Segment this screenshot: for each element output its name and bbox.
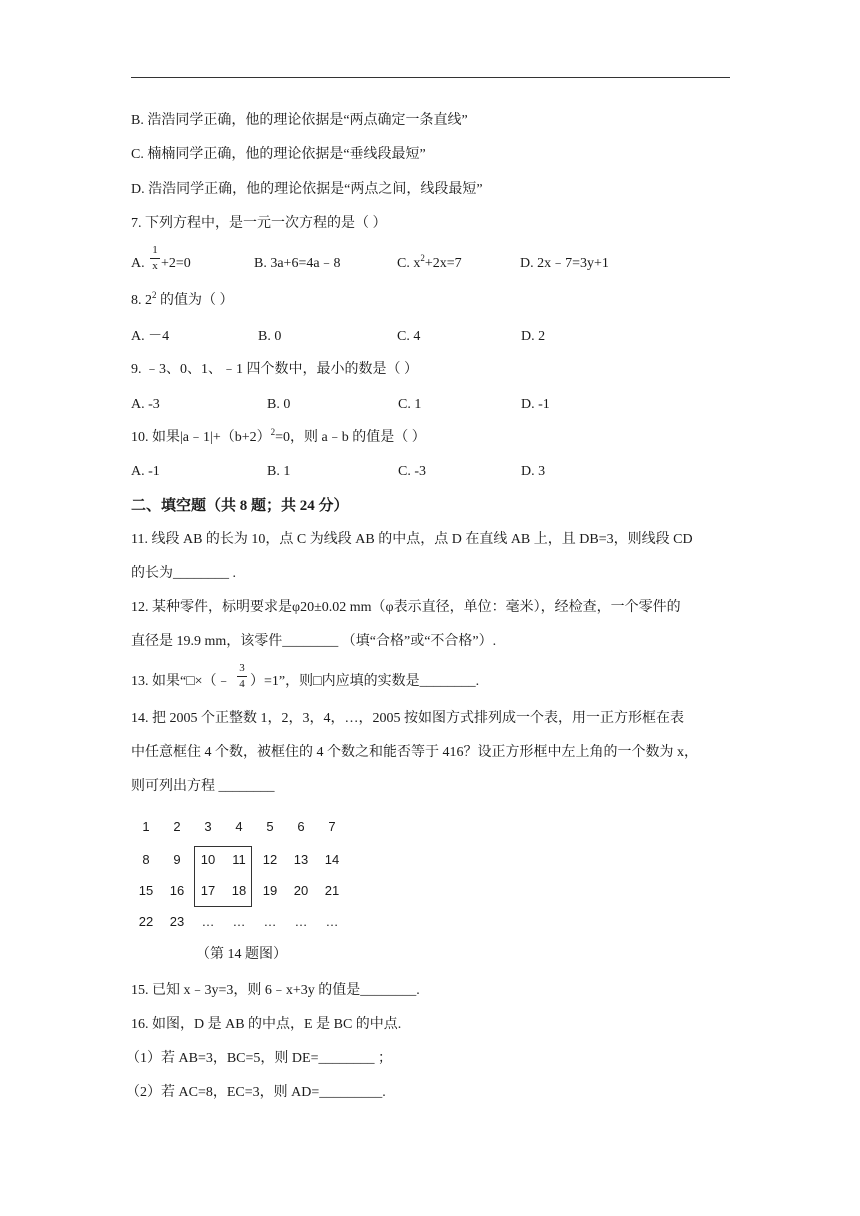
q10-stem-pre: 10. 如果|a﹣1|+（b+2） — [131, 430, 271, 445]
q16-part2: （2）若 AC=8，EC=3，则 AD=_________. — [126, 1085, 386, 1100]
table-cell: 4 — [235, 819, 243, 834]
q7-option-a-prefix: A. — [131, 256, 145, 271]
table-cell: 18 — [231, 883, 247, 898]
table-cell: 7 — [328, 819, 336, 834]
q14-figure-caption: （第 14 题图） — [196, 947, 287, 962]
table-cell: 22 — [138, 914, 154, 929]
table-cell: … — [201, 914, 215, 929]
q8-number: 8. — [131, 293, 142, 308]
q9-option-c: C. 1 — [398, 397, 422, 412]
q10-option-a: A. -1 — [131, 464, 160, 479]
q7-c-base: C. x — [397, 256, 421, 271]
table-cell: 12 — [262, 852, 278, 867]
table-cell: 10 — [200, 852, 216, 867]
table-cell: 23 — [169, 914, 185, 929]
q11-line1: 11. 线段 AB 的长为 10，点 C 为线段 AB 的中点，点 D 在直线 AB 上，且 DB=3，则线段 CD — [131, 532, 693, 547]
table-cell: 19 — [262, 883, 278, 898]
q13-fraction-numerator: 3 — [239, 662, 245, 674]
table-cell: 14 — [324, 852, 340, 867]
q9-option-d: D. -1 — [521, 397, 550, 412]
q9-option-a: A. -3 — [131, 397, 160, 412]
q13-fraction — [237, 662, 247, 691]
q6-option-b: B. 浩浩同学正确，他的理论依据是“两点确定一条直线” — [131, 113, 468, 128]
table-cell: … — [232, 914, 246, 929]
q8-option-c: C. 4 — [397, 329, 421, 344]
q9-option-b: B. 0 — [267, 397, 291, 412]
fraction-bar — [150, 258, 160, 259]
q10-stem — [131, 428, 426, 448]
q10-stem-post: =0，则 a﹣b 的值是（ ） — [275, 430, 426, 445]
table-cell: 20 — [293, 883, 309, 898]
table-cell: 13 — [293, 852, 309, 867]
q11-line2: 的长为________ . — [131, 566, 236, 581]
q14-line2: 中任意框住 4 个数，被框住的 4 个数之和能否等于 416？设正方形框中左上角的一个数为 x， — [131, 745, 698, 760]
table-cell: 3 — [204, 819, 212, 834]
table-cell: 11 — [232, 852, 246, 867]
table-cell: 5 — [266, 819, 274, 834]
table-cell: 15 — [138, 883, 154, 898]
table-cell: … — [325, 914, 339, 929]
q8-stem-text: 的值为（ ） — [160, 293, 234, 308]
q7-fraction-numerator: 1 — [152, 244, 158, 256]
table-cell: 2 — [173, 819, 181, 834]
table-cell: 8 — [142, 852, 150, 867]
table-cell: 6 — [297, 819, 305, 834]
q7-c-exponent: 2 — [420, 253, 425, 263]
q7-option-b: B. 3a+6=4a﹣8 — [254, 256, 341, 271]
q10-exponent: 2 — [270, 427, 276, 437]
q7-option-a-fraction — [150, 244, 160, 273]
q7-option-a-rest: +2=0 — [161, 256, 191, 271]
table-cell: 21 — [324, 883, 340, 898]
table-cell: 9 — [173, 852, 181, 867]
q10-option-d: D. 3 — [521, 464, 546, 479]
q13-post: ）=1”，则□内应填的实数是________. — [250, 674, 480, 689]
table-cell: 17 — [200, 883, 216, 898]
q7-fraction-denominator: x — [152, 260, 158, 272]
section-heading-fill-in: 二、填空题（共 8 题；共 24 分） — [131, 498, 349, 514]
q16-stem: 16. 如图，D 是 AB 的中点，E 是 BC 的中点. — [131, 1017, 402, 1032]
q10-option-c: C. -3 — [398, 464, 426, 479]
q15-text: 15. 已知 x﹣3y=3，则 6﹣x+3y 的值是________. — [131, 983, 420, 998]
q8-base: 2 — [145, 293, 152, 308]
q8-option-a: A. －4 — [131, 329, 170, 344]
q14-line1: 14. 把 2005 个正整数 1，2，3，4，…，2005 按如图方式排列成一个表，用一正方形框在表 — [131, 711, 684, 726]
q7-stem: 7. 下列方程中，是一元一次方程的是（ ） — [131, 216, 387, 231]
q16-part1: （1）若 AB=3，BC=5，则 DE=________ ； — [126, 1051, 392, 1066]
table-cell: 16 — [169, 883, 185, 898]
q13-pre: 13. 如果“□×（﹣ — [131, 674, 231, 689]
q14-square-frame — [194, 846, 252, 907]
q12-line2: 直径是 19.9 mm，该零件________ （填“合格”或“不合格”）. — [131, 634, 497, 649]
q8-option-b: B. 0 — [258, 329, 282, 344]
q7-option-c — [397, 254, 462, 274]
fraction-bar — [237, 676, 247, 677]
q8-option-d: D. 2 — [521, 329, 546, 344]
q8-exponent: 2 — [152, 290, 157, 300]
q10-option-b: B. 1 — [267, 464, 291, 479]
q6-option-c: C. 楠楠同学正确，他的理论依据是“垂线段最短” — [131, 147, 426, 162]
q8-stem — [131, 291, 234, 311]
q12-line1: 12. 某种零件，标明要求是φ20±0.02 mm（φ表示直径，单位：毫米），经检查，一个零件的 — [131, 600, 681, 615]
q14-line3: 则可列出方程 ________ — [131, 779, 275, 794]
table-cell: … — [294, 914, 308, 929]
table-cell: 1 — [142, 819, 150, 834]
table-cell: … — [263, 914, 277, 929]
q7-c-rest: +2x=7 — [424, 256, 462, 271]
q7-option-d: D. 2x﹣7=3y+1 — [520, 256, 609, 271]
q6-option-d: D. 浩浩同学正确，他的理论依据是“两点之间，线段最短” — [131, 182, 483, 197]
header-rule — [131, 77, 730, 78]
q13-fraction-denominator: 4 — [239, 678, 245, 690]
q9-stem: 9. ﹣3、0、1、﹣1 四个数中，最小的数是（ ） — [131, 362, 418, 377]
